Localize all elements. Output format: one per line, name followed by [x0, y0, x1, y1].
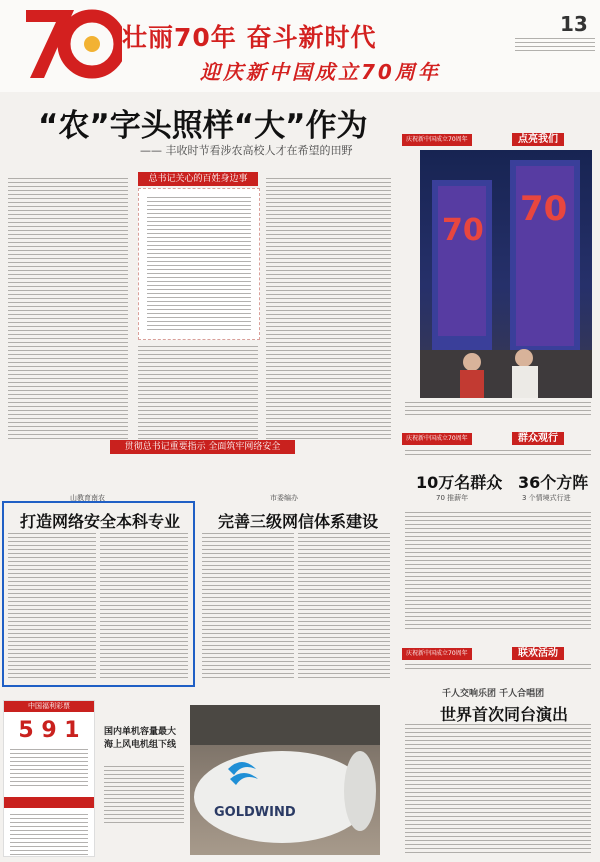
stat-crowd-value: 10万名群众 — [416, 473, 503, 492]
lead-section-tag: 总书记关心的百姓身边事 — [138, 172, 258, 186]
anniversary-70-logo — [22, 4, 122, 84]
lead-column-1 — [8, 178, 128, 440]
photo1-caption — [405, 402, 591, 416]
lottery-numbers: 5 9 1 — [18, 718, 80, 743]
pull-quote-box — [138, 188, 260, 340]
svg-text:70: 70 — [520, 189, 568, 229]
story-2-kicker: 市委编办 — [270, 494, 298, 502]
sidebar-section2-intro — [405, 450, 591, 458]
lottery-title: 中国福利彩票 — [4, 701, 94, 712]
story-2-body-left — [202, 533, 294, 681]
story-1-kicker: 山教育南农 — [70, 494, 105, 502]
sidebar-section2-title: 群众观行 — [512, 432, 564, 445]
stat-formation-sub: 3 个情境式行进 — [522, 494, 571, 502]
sidebar-section2-body — [405, 512, 591, 630]
story-2-body-right — [298, 533, 390, 681]
sidebar-section1-title: 点亮我们 — [512, 133, 564, 146]
wind-logo: GOLDWIND — [214, 805, 296, 820]
sidebar-section3-intro — [405, 664, 591, 670]
lead-subheadline: —— 丰收时节看涉农高校人才在希望的田野 — [140, 144, 353, 157]
stat-crowd-sub: 70 推薪年 — [436, 494, 469, 502]
wind-turbine-nacelle-photo — [190, 705, 380, 855]
page-number: 13 — [560, 12, 588, 36]
wind-body — [104, 766, 184, 826]
event-body — [405, 724, 591, 854]
lead-headline: “农”字头照样“大”作为 — [38, 108, 368, 144]
slogan-sub: 迎庆新中国成立70周年 — [200, 60, 441, 84]
lottery-ad — [3, 700, 95, 857]
story-1-body-right — [100, 533, 188, 681]
header-info-text — [515, 38, 595, 52]
sidebar-section3-tag: 庆祝新中国成立70周年 — [402, 648, 472, 660]
story-2-title: 完善三级网信体系建设 — [218, 512, 379, 531]
story-1-title: 打造网络安全本科专业 — [20, 512, 181, 531]
network-security-banner: 贯彻总书记重要指示 全面筑牢网络安全 — [110, 440, 295, 454]
event-title: 世界首次同台演出 — [440, 705, 569, 724]
sidebar-section2-tag: 庆祝新中国成立70周年 — [402, 433, 472, 445]
event-kicker: 千人交响乐团 千人合唱团 — [442, 689, 545, 699]
story-1-body-left — [8, 533, 96, 681]
svg-text:70: 70 — [442, 213, 484, 248]
lead-column-2 — [138, 346, 258, 440]
wind-caption: 国内单机容量最大海上风电机组下线 — [104, 727, 177, 750]
sidebar-section1-tag: 庆祝新中国成立70周年 — [402, 134, 472, 146]
slogan-main: 壮丽70年 奋斗新时代 — [122, 23, 377, 52]
illuminated-tower-photo — [420, 150, 592, 398]
stat-formation-value: 36个方阵 — [518, 473, 589, 492]
lead-column-3 — [266, 178, 391, 440]
sidebar-section3-title: 联欢活动 — [512, 647, 564, 660]
